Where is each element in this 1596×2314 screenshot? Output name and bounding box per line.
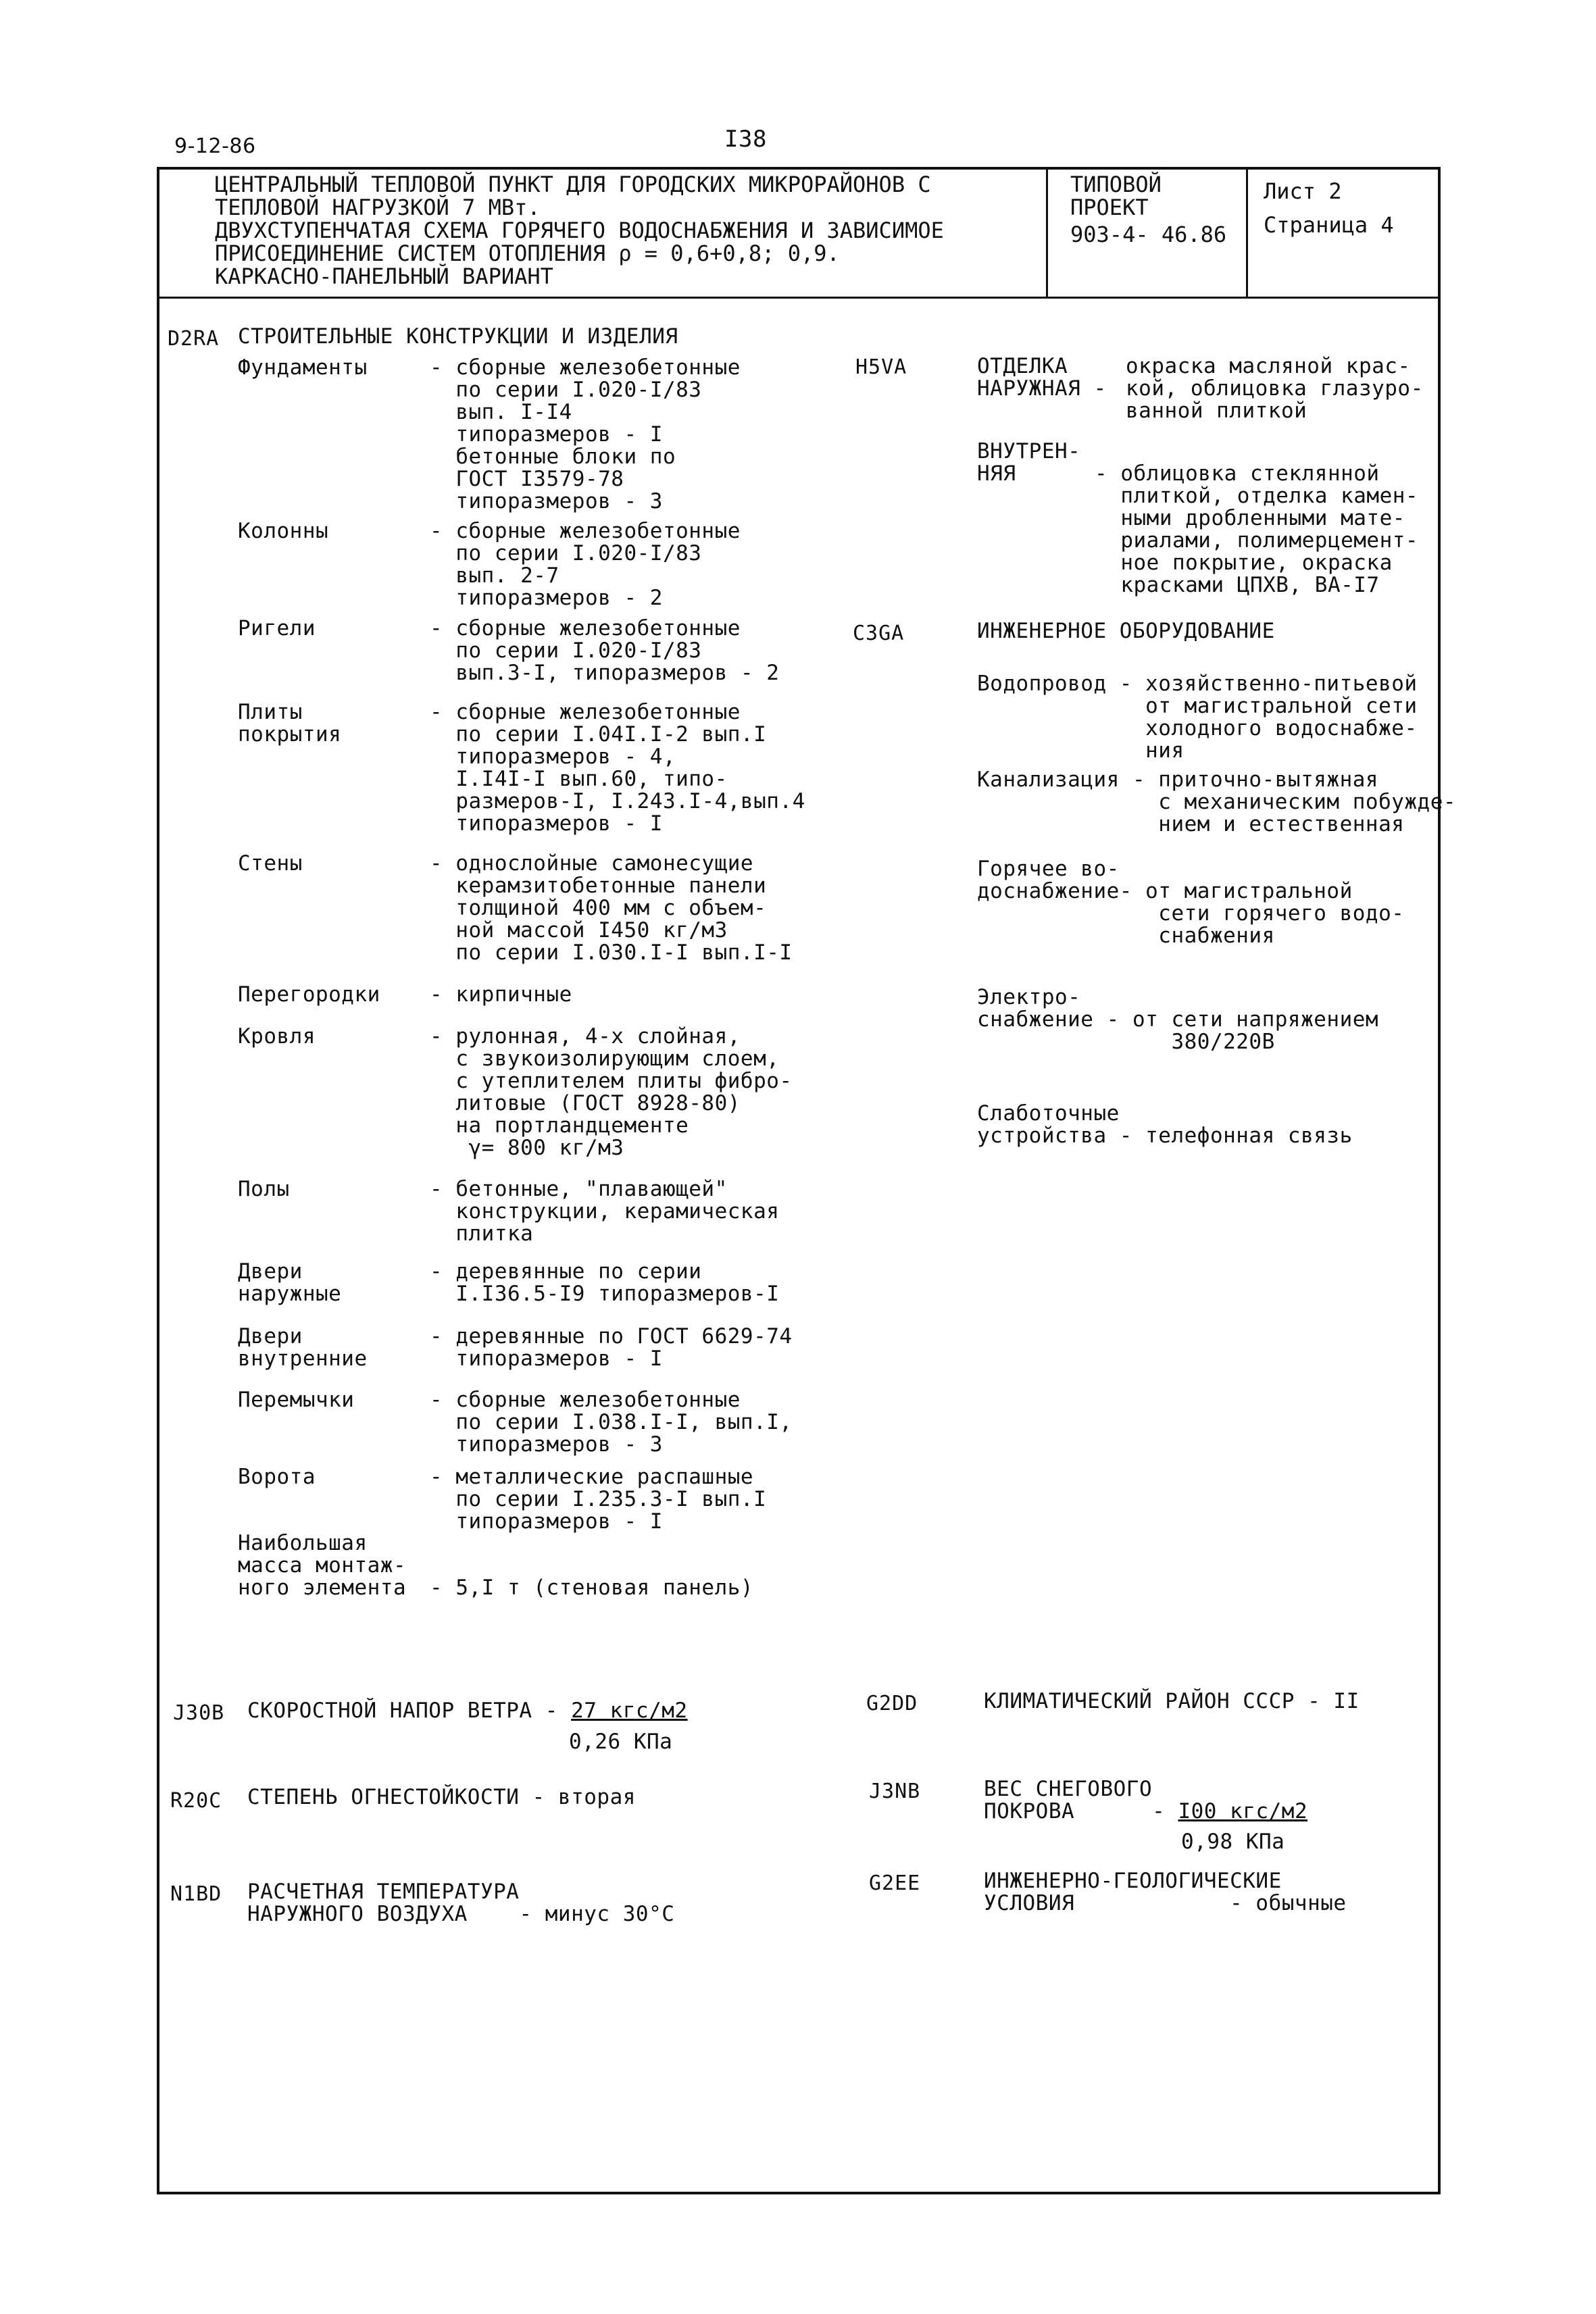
header-title-line: ТЕПЛОВОЙ НАГРУЗКОЙ 7 МВт. (215, 195, 541, 220)
header-title-line: ДВУХСТУПЕНЧАТАЯ СХЕМА ГОРЯЧЕГО ВОДОСНАБЖЕНИЯ И ЗАВИСИМОЕ (215, 218, 944, 243)
fire-resistance: СТЕПЕНЬ ОГНЕСТОЙКОСТИ - вторая (247, 1785, 636, 1809)
wind-value: 27 кгс/м2 (571, 1699, 688, 1723)
climate-region: КЛИМАТИЧЕСКИЙ РАЙОН СССР - II (984, 1689, 1360, 1713)
item-label-roof-slabs: Плиты покрытия (238, 700, 342, 747)
item-text-roofing: - рулонная, 4-х слойная, с звукоизолирующим слоем, с утеплителем плиты фибро- литовые (ГОСТ 8928-80) на портландцементе γ= 800 кг/м3 (430, 1024, 793, 1160)
low-current-devices: Слаботочные устройства - телефонная связь (977, 1101, 1353, 1148)
geology-conditions: ИНЖЕНЕРНО-ГЕОЛОГИЧЕСКИЕ УСЛОВИЯ - обычные (984, 1869, 1347, 1915)
item-label-partitions: Перегородки (238, 982, 380, 1007)
item-text-beams: - сборные железобетонные по серии I.020-I/83 вып.3-I, типоразмеров - 2 (430, 616, 780, 685)
wind-kpa: 0,26 КПа (569, 1730, 673, 1754)
finish-outer-label: ОТДЕЛКА НАРУЖНАЯ - (977, 354, 1107, 401)
wind-code: J30B (173, 1701, 225, 1725)
finish-inner-text: - облицовка стеклянной плиткой, отделка камен- ными дробленными мате- риалами, полимерцемент- ное покрытие, окраска красками ЦПХВ, ВА-I7 (1095, 461, 1419, 597)
item-label-columns: Колонны (238, 519, 329, 543)
equipment-code: C3GA (853, 622, 905, 645)
section-code: D2RA (168, 327, 220, 351)
item-text-lintels: - сборные железобетонные по серии I.038.I-I, вып.I, типоразмеров - 3 (430, 1388, 793, 1457)
snow-value: I00 кгс/м2 (1178, 1799, 1308, 1823)
header-title-line: КАРКАСНО-ПАНЕЛЬНЫЙ ВАРИАНТ (215, 263, 553, 289)
item-label-foundations: Фундаменты (238, 355, 368, 380)
finish-code: H5VA (855, 355, 907, 379)
item-label-gates: Ворота (238, 1465, 316, 1489)
geology-code: G2EE (869, 1871, 921, 1895)
item-label-floors: Полы (238, 1177, 290, 1201)
item-text-partitions: - кирпичные (430, 982, 572, 1007)
item-text-max-mass: - 5,I т (стеновая панель) (430, 1576, 754, 1600)
page-label: Страница 4 (1264, 212, 1394, 238)
project-type-line: ТИПОВОЙ (1070, 172, 1162, 197)
project-type-line: ПРОЕКТ (1070, 195, 1149, 220)
item-text-foundations: - сборные железобетонные по серии I.020-I/83 вып. I-I4 типоразмеров - I бетонные блоки по ГОСТ I3579-78 типоразмеров - 3 (430, 355, 741, 513)
item-text-floors: - бетонные, "плавающей" конструкции, керамическая плитка (430, 1177, 780, 1246)
section-title: СТРОИТЕЛЬНЫЕ КОНСТРУКЦИИ И ИЗДЕЛИЯ (238, 324, 678, 349)
design-temperature: РАСЧЕТНАЯ ТЕМПЕРАТУРА НАРУЖНОГО ВОЗДУХА - минус 30°С (247, 1880, 675, 1926)
finish-inner-label: ВНУТРЕН- НЯЯ (977, 439, 1081, 486)
header-divider (157, 297, 1441, 299)
project-type (1070, 173, 1162, 219)
page-number: I38 (724, 126, 767, 153)
item-label-outer-doors: Двери наружные (238, 1259, 342, 1306)
item-text-walls: - однослойные самонесущие керамзитобетонные панели толщиной 400 мм с объем- ной массой I450 кг/м3 по серии I.030.I-I вып.I-I (430, 851, 793, 965)
equipment-title: ИНЖЕНЕРНОЕ ОБОРУДОВАНИЕ (977, 619, 1275, 643)
finish-outer-text: окраска масляной крас- кой, облицовка глазуро- ванной плиткой (1126, 354, 1424, 423)
sheet-number: Лист 2 (1264, 178, 1342, 204)
climate-code: G2DD (866, 1692, 918, 1715)
wind-pressure (247, 1700, 688, 1722)
top-date: 9-12-86 (174, 134, 256, 158)
snow-label: ВЕС СНЕГОВОГО ПОКРОВА - (984, 1777, 1166, 1823)
item-label-beams: Ригели (238, 616, 316, 640)
item-label-max-mass: Наибольшая масса монтаж- ного элемента (238, 1531, 407, 1600)
fire-code: R20C (170, 1789, 222, 1813)
snow-load (984, 1778, 1307, 1823)
sewerage: Канализация - приточно-вытяжная с механическим побужде- нием и естественная (977, 768, 1457, 836)
item-label-walls: Стены (238, 851, 303, 876)
item-label-roofing: Кровля (238, 1024, 316, 1049)
project-number: 903-4- 46.86 (1070, 222, 1227, 247)
item-text-columns: - сборные железобетонные по серии I.020-I/83 вып. 2-7 типоразмеров - 2 (430, 519, 741, 610)
snow-kpa: 0,98 КПа (1181, 1830, 1285, 1854)
hot-water-supply: Горячее во- доснабжение- от магистральной сети горячего водо- снабжения (977, 857, 1405, 948)
item-text-inner-doors: - деревянные по ГОСТ 6629-74 типоразмеров - I (430, 1324, 793, 1371)
item-label-lintels: Перемычки (238, 1388, 355, 1412)
item-label-inner-doors: Двери внутренние (238, 1324, 368, 1371)
header-title (215, 173, 944, 288)
snow-code: J3NB (869, 1780, 921, 1803)
wind-label: СКОРОСТНОЙ НАПОР ВЕТРА - (247, 1699, 572, 1723)
header-title-line: ПРИСОЕДИНЕНИЕ СИСТЕМ ОТОПЛЕНИЯ ρ = 0,6+0,8; 0,9. (215, 241, 840, 266)
header-column-divider-1 (1046, 167, 1048, 298)
header-title-line: ЦЕНТРАЛЬНЫЙ ТЕПЛОВОЙ ПУНКТ ДЛЯ ГОРОДСКИХ МИКРОРАЙОНОВ С (215, 172, 931, 197)
item-text-gates: - металлические распашные по серии I.235.3-I вып.I типоразмеров - I (430, 1465, 767, 1534)
temperature-code: N1BD (170, 1882, 222, 1906)
item-text-roof-slabs: - сборные железобетонные по серии I.04I.I-2 вып.I типоразмеров - 4, I.I4I-I вып.60, типо- размеров-I, I.243.I-4,вып.4 типоразмеров - I (430, 700, 805, 836)
item-text-outer-doors: - деревянные по серии I.I36.5-I9 типоразмеров-I (430, 1259, 780, 1306)
header-column-divider-2 (1246, 167, 1248, 298)
water-supply: Водопровод - хозяйственно-питьевой от магистральной сети холодного водоснабже- ния (977, 672, 1418, 763)
power-supply: Электро- снабжение - от сети напряжением 380/220В (977, 985, 1379, 1054)
